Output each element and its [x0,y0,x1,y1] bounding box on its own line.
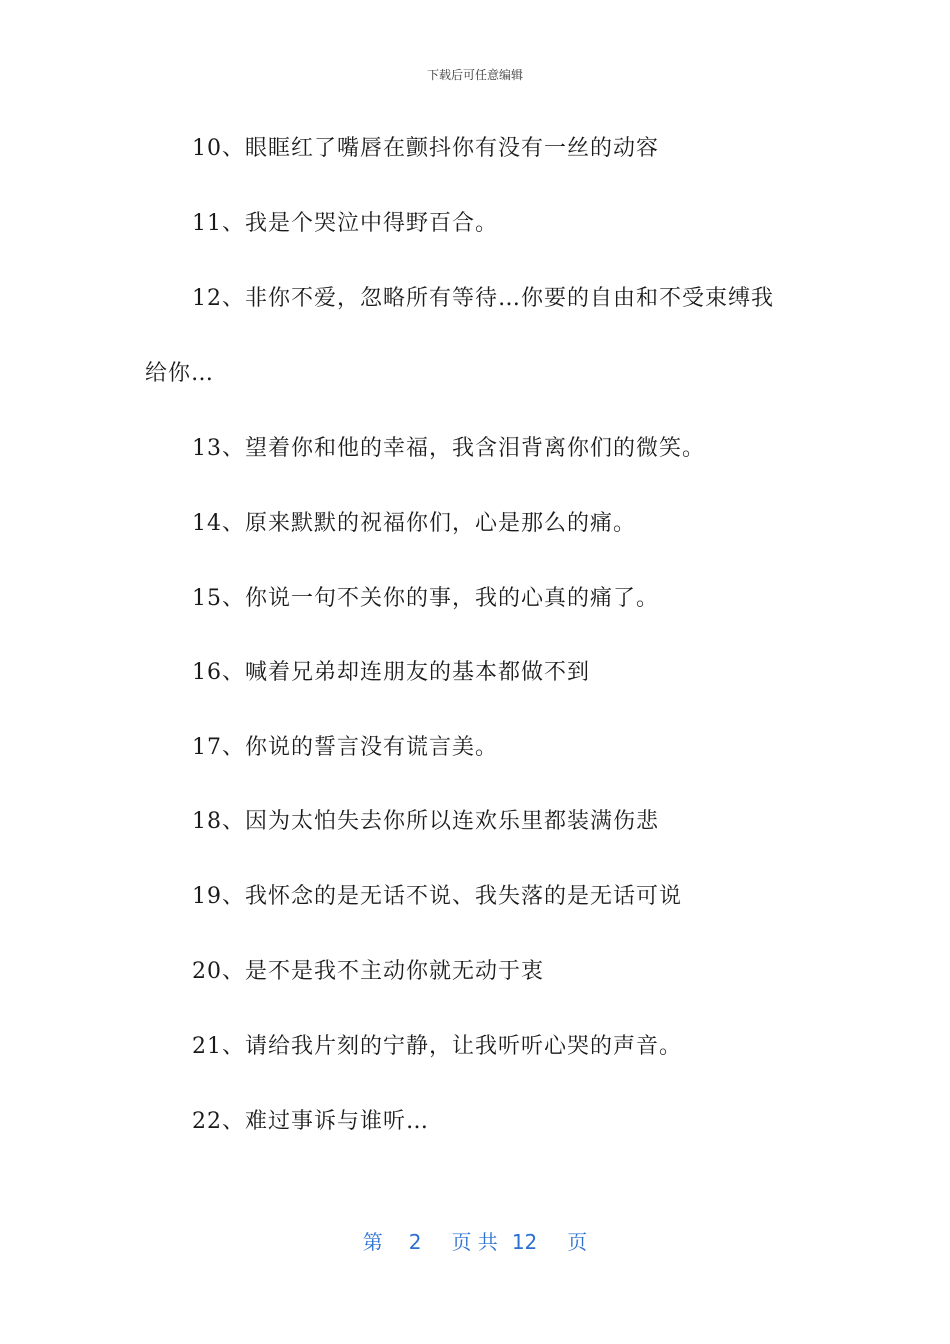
text-line-19: 19、我怀念的是无话不说、我失落的是无话可说 [192,884,682,909]
text-line-20: 20、是不是我不主动你就无动于衷 [192,959,544,984]
page-footer [0,1226,950,1255]
text-line-22: 22、难过事诉与谁听… [192,1109,429,1134]
text-line-10: 10、眼眶红了嘴唇在颤抖你有没有一丝的动容 [192,136,659,161]
text-line-11: 11、我是个哭泣中得野百合。 [192,211,498,236]
footer-prefix: 第 [362,1230,383,1254]
text-line-15: 15、你说一句不关你的事，我的心真的痛了。 [192,586,659,611]
text-line-13: 13、望着你和他的幸福，我含泪背离你们的微笑。 [192,436,705,461]
footer-middle: 页 共 [451,1230,498,1254]
text-line-17: 17、你说的誓言没有谎言美。 [192,735,498,760]
text-line-14: 14、原来默默的祝福你们，心是那么的痛。 [192,511,636,536]
footer-current-page: 2 [408,1230,422,1254]
text-line-21: 21、请给我片刻的宁静，让我听听心哭的声音。 [192,1034,682,1059]
text-line-18: 18、因为太怕失去你所以连欢乐里都装满伤悲 [192,809,659,834]
footer-suffix: 页 [567,1230,588,1254]
text-line-12: 12、非你不爱，忽略所有等待…你要的自由和不受束缚我 [192,286,774,311]
text-line-16: 16、喊着兄弟却连朋友的基本都做不到 [192,660,590,685]
footer-total-pages: 12 [511,1230,538,1254]
page-header: 下载后可任意编辑 [426,68,523,82]
text-line-12-continued: 给你… [145,361,215,386]
